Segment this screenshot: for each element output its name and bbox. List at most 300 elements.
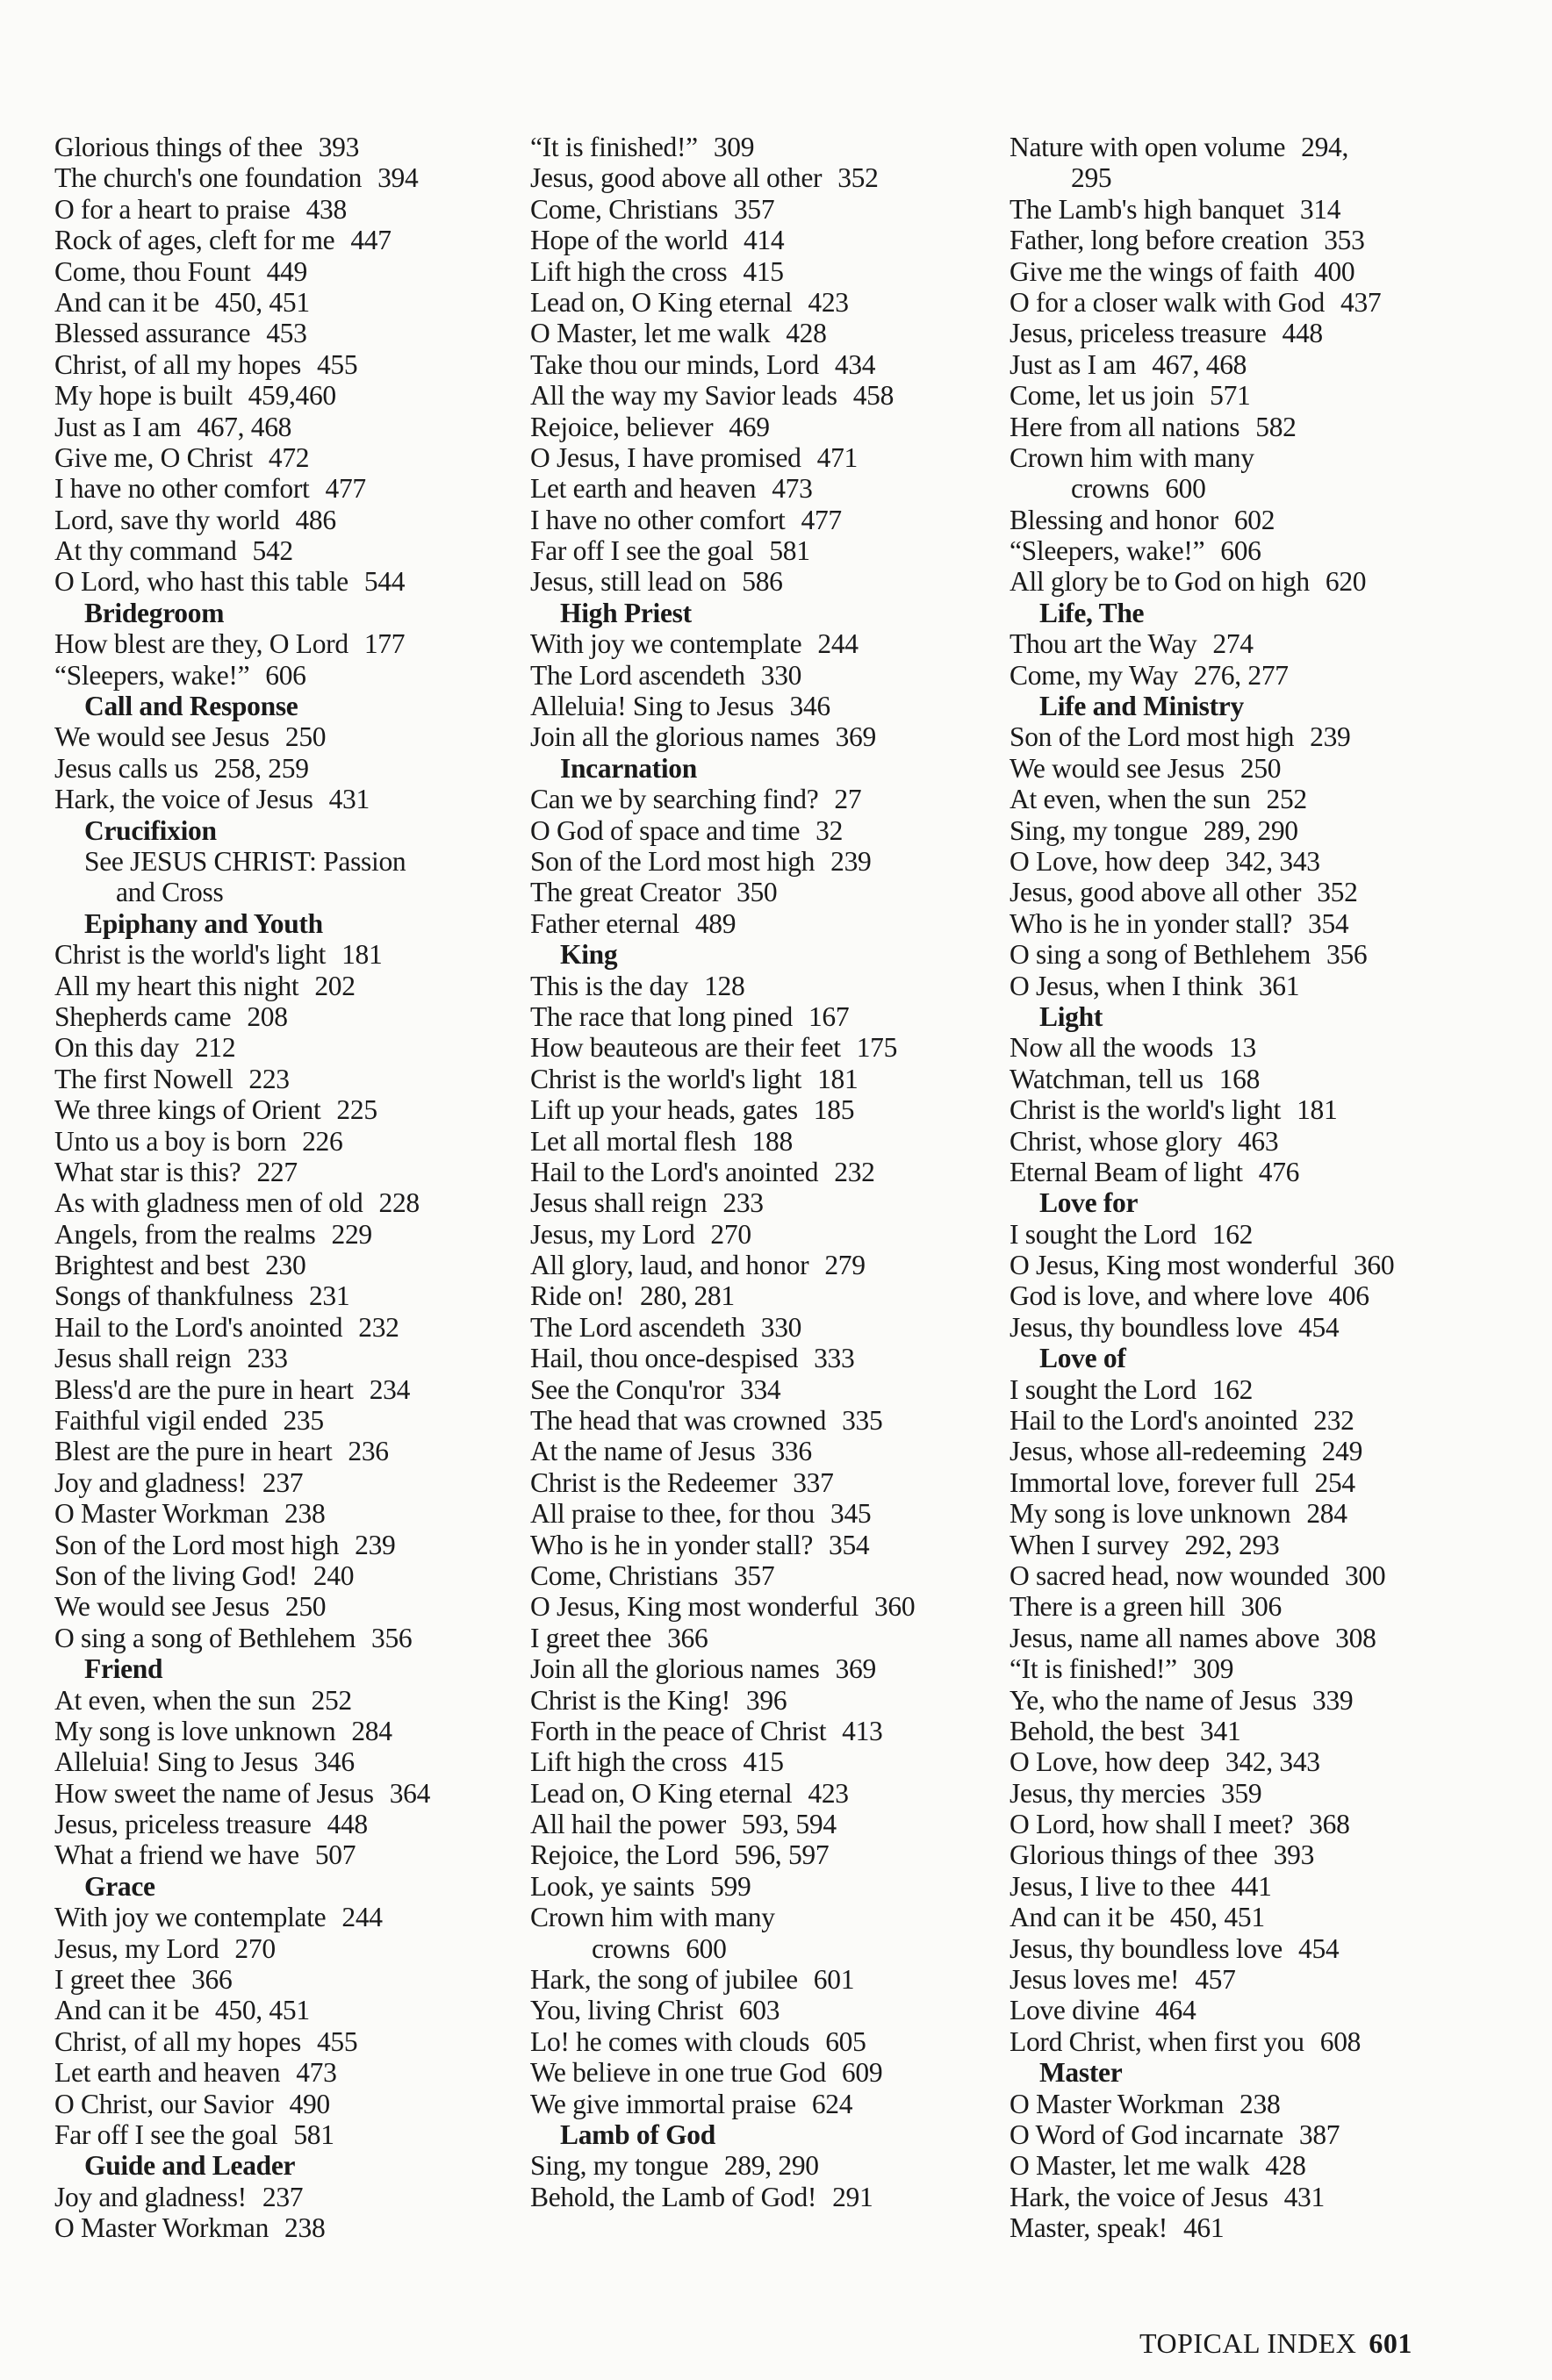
index-entry [1010,1560,1466,1591]
entry-title: Jesus shall reign [530,1187,708,1219]
hymn-number: 236 [348,1436,389,1467]
index-cross-reference [54,846,511,877]
hymn-number: 624 [811,2088,853,2119]
hymn-number: 232 [358,1311,399,1343]
hymn-number: 369 [835,1653,876,1685]
index-entry [530,1032,987,1063]
hymn-number: 237 [262,2181,304,2212]
index-entry [1010,412,1466,442]
hymn-number: 252 [311,1684,352,1716]
entry-title: Jesus, good above all other [1010,877,1302,908]
hymn-number: 244 [341,1902,383,1933]
index-entry [1010,1653,1466,1684]
hymn-number: 284 [1306,1498,1347,1530]
entry-title: O Lord, how shall I meet? [1010,1809,1294,1840]
index-entry [1010,2150,1466,2181]
hymn-number: 250 [284,721,327,753]
index-entry [1010,1405,1466,1436]
index-entry [1010,256,1466,287]
entry-title: Hark, the voice of Jesus [54,784,313,815]
index-entry [54,473,511,504]
entry-title: This is the day [530,970,689,1001]
entry-title: Hail, thou once-despised [530,1343,799,1374]
entry-title: Rock of ages, cleft for me [54,225,335,256]
entry-title: Immortal love, forever full [1010,1466,1299,1498]
entry-title: On this day [54,1032,179,1064]
index-entry [530,473,987,504]
entry-title: The church's one foundation [54,162,363,194]
index-entry [530,132,987,162]
hymn-number: 294, [1301,132,1349,162]
entry-title: At even, when the sun [54,1684,296,1716]
index-entry [54,505,511,535]
entry-title: O Word of God incarnate [1010,2119,1283,2150]
entry-title: We would see Jesus [54,721,269,753]
index-entry [54,1126,511,1157]
index-entry [1010,908,1466,939]
entry-title: My hope is built [54,380,233,412]
hymn-number: 428 [786,318,827,349]
index-entry [54,1809,511,1839]
hymn-number: 473 [296,2057,337,2089]
index-entry [530,1871,987,1902]
hymn-number: 181 [1297,1094,1338,1126]
hymn-number: 428 [1265,2150,1306,2182]
entry-title: Lo! he comes with clouds [530,2025,810,2057]
hymn-number: 32 [816,814,844,846]
hymn-number: 393 [1273,1839,1315,1871]
hymn-number: 542 [252,535,293,567]
index-entry [530,1343,987,1373]
entry-title: O sacred head, now wounded [1010,1559,1329,1591]
index-entry [530,412,987,442]
entry-title: Hail to the Lord's anointed [1010,1405,1298,1437]
index-entry [1010,1778,1466,1809]
entry-title: My song is love unknown [54,1715,336,1746]
index-entry [1010,1809,1466,1839]
index-entry [530,691,987,721]
index-entry [54,1032,511,1063]
index-entry [1010,2026,1466,2057]
entry-title: Songs of thankfulness [54,1280,293,1312]
entry-title: Jesus, I live to thee [1010,1870,1216,1902]
hymn-number: 415 [743,1746,784,1778]
hymn-number: 231 [308,1280,350,1312]
hymn-number: 250 [284,1591,327,1623]
entry-title: O Love, how deep [1010,845,1210,877]
hymn-number: 252 [1266,784,1307,815]
entry-title: Lead on, O King eternal [530,286,793,318]
index-entry [530,1685,987,1716]
hymn-number: 250 [1239,752,1282,784]
hymn-number: 400 [1314,255,1355,287]
subheading-text: Life, The [1039,597,1145,628]
index-entry [530,1280,987,1311]
entry-title: Christ is the Redeemer [530,1466,778,1498]
entry-title: Lift high the cross [530,1746,728,1778]
index-entry [1010,349,1466,380]
hymn-number: 620 [1325,566,1367,598]
hymn-number: 438 [305,193,347,225]
entry-title: Behold, the best [1010,1715,1185,1746]
entry-title: And can it be [1010,1902,1154,1933]
index-entry [54,380,511,411]
index-entry [1010,1250,1466,1280]
hymn-number: 342, 343 [1225,1746,1320,1778]
hymn-number: 314 [1299,193,1341,225]
hymn-number: 368 [1309,1809,1350,1840]
hymn-number: 441 [1231,1870,1272,1902]
entry-title: Jesus, name all names above [1010,1622,1320,1653]
index-entry [530,1995,987,2025]
entry-title: O sing a song of Bethlehem [1010,939,1311,971]
hymn-number: 334 [740,1373,781,1405]
entry-title: With joy we contemplate [54,1902,327,1933]
subheading-text: Love of [1039,1343,1126,1374]
entry-title: O Master, let me walk [530,318,771,349]
entry-title: All hail the power [530,1809,726,1840]
hymn-number: 168 [1218,1063,1261,1094]
entry-title: Come, let us join [1010,380,1195,412]
index-entry [530,628,987,659]
entry-title: 295 [1071,162,1112,194]
entry-title: The Lord ascendeth [530,1311,745,1343]
hymn-number: 477 [325,473,366,505]
hymn-number: 228 [378,1187,420,1219]
entry-title: Crown him with many [530,1902,775,1933]
index-entry [54,1467,511,1498]
index-entry [54,784,511,814]
entry-title: At thy command [54,535,237,567]
entry-title: Eternal Beam of light [1010,1156,1243,1187]
index-entry [1010,1746,1466,1777]
entry-title: Jesus loves me! [1010,1964,1180,1996]
subheading-text: Master [1039,2057,1123,2089]
hymn-number: 606 [265,659,306,691]
entry-title: And can it be [54,1995,199,2026]
entry-title: Jesus, priceless treasure [1010,318,1267,349]
index-entry [54,2026,511,2057]
index-entry [530,660,987,691]
index-entry [530,1436,987,1466]
entry-title: I greet thee [530,1622,652,1653]
hymn-number: 233 [722,1187,764,1219]
hymn-number: 254 [1314,1466,1355,1498]
index-entry [54,1560,511,1591]
entry-title: I greet thee [54,1964,176,1996]
index-entry [1010,939,1466,970]
hymn-number: 394 [377,162,419,194]
subheading-text: Friend [84,1653,163,1685]
hymn-number: 581 [769,535,810,567]
index-entry [530,877,987,907]
entry-title: At even, when the sun [1010,784,1251,815]
entry-title: Lift high the cross [530,255,728,287]
index-entry [54,1778,511,1809]
entry-title: O Jesus, King most wonderful [530,1591,859,1623]
index-entry [530,380,987,411]
hymn-number: 308 [1335,1622,1376,1653]
index-entry [54,753,511,784]
entry-title: Son of the living God! [54,1559,298,1591]
hymn-number: 274 [1212,628,1254,660]
hymn-number: 233 [247,1343,288,1374]
page-number: 601 [1369,2327,1412,2359]
hymn-number: 238 [284,1498,326,1530]
entry-title: I sought the Lord [1010,1373,1196,1405]
index-entry [54,2182,511,2212]
hymn-number: 605 [825,2025,866,2057]
index-entry [1010,1716,1466,1746]
index-entry [1010,1280,1466,1311]
entry-title: Nature with open volume [1010,132,1286,162]
hymn-number: 361 [1258,970,1300,1001]
entry-title: Give me the wings of faith [1010,255,1298,287]
index-subheading [54,1871,511,1902]
index-entry [1010,1685,1466,1716]
index-subheading [1010,2057,1466,2088]
hymn-number: 581 [293,2119,334,2150]
entry-title: Lord Christ, when first you [1010,2025,1304,2057]
index-entry [54,1591,511,1622]
index-entry [54,1094,511,1125]
hymn-number: 212 [194,1032,236,1064]
hymn-number: 352 [1317,877,1358,908]
index-entry [1010,1126,1466,1157]
index-entry-continuation [1010,473,1466,504]
entry-title: How beauteous are their feet [530,1032,841,1064]
index-entry [54,256,511,287]
entry-title: O Lord, who hast this table [54,566,348,598]
index-entry [530,1374,987,1405]
index-entry [530,2089,987,2119]
hymn-number: 415 [743,255,784,287]
subheading-text: High Priest [560,597,692,628]
hymn-number: 13 [1229,1032,1256,1064]
entry-title: Sing, my tongue [1010,814,1188,846]
hymn-number: 244 [817,628,859,660]
index-subheading [1010,1343,1466,1373]
hymn-number: 330 [760,1311,802,1343]
index-entry [54,1964,511,1995]
hymn-number: 571 [1210,380,1251,412]
index-entry [54,1187,511,1218]
index-entry [530,1839,987,1870]
index-entry [530,2150,987,2181]
hymn-number: 366 [667,1622,708,1653]
entry-title: Forth in the peace of Christ [530,1715,827,1746]
entry-title: Can we by searching find? [530,784,819,815]
hymn-number: 469 [729,411,770,442]
hymn-number: 357 [733,193,775,225]
entry-title: The race that long pined [530,1000,793,1032]
index-entry [530,1219,987,1250]
entry-title: How sweet the name of Jesus [54,1777,374,1809]
entry-title: Christ, of all my hopes [54,348,301,380]
entry-title: Angels, from the realms [54,1218,316,1250]
hymn-number: 239 [1310,721,1351,753]
entry-title: Hope of the world [530,225,728,256]
index-entry [1010,1902,1466,1932]
index-entry [530,225,987,255]
entry-title: O Master Workman [54,2212,269,2244]
index-column-2 [530,132,987,2212]
index-entry [54,1343,511,1373]
hymn-number: 270 [710,1218,751,1250]
entry-title: We believe in one true God [530,2057,826,2089]
index-subheading [1010,691,1466,721]
entry-title: and Cross [116,877,224,908]
hymn-number: 450, 451 [214,286,310,318]
entry-title: Who is he in yonder stall? [530,1529,813,1560]
hymn-number: 396 [745,1684,787,1716]
entry-title: God is love, and where love [1010,1280,1313,1312]
entry-title: Ye, who the name of Jesus [1010,1684,1297,1716]
entry-title: Christ, of all my hopes [54,2025,301,2057]
hymn-number: 431 [328,784,370,815]
entry-title: Blest are the pure in heart [54,1436,333,1467]
hymn-number: 596, 597 [734,1839,830,1871]
index-entry [530,721,987,752]
index-subheading [530,2119,987,2150]
entry-title: Look, ye saints [530,1870,695,1902]
entry-title: Join all the glorious names [530,721,820,753]
index-entry [1010,535,1466,566]
hymn-number: 477 [801,504,842,535]
index-entry [54,2119,511,2150]
entry-title: Let earth and heaven [54,2057,281,2089]
index-entry [530,1809,987,1839]
entry-title: Master, speak! [1010,2212,1168,2244]
entry-title: “It is finished!” [530,132,698,162]
index-subheading [54,691,511,721]
hymn-number: 339 [1312,1684,1354,1716]
index-entry [1010,1094,1466,1125]
hymn-number: 599 [710,1870,751,1902]
index-entry [1010,318,1466,348]
index-entry [530,1467,987,1498]
index-entry [54,132,511,162]
entry-title: “It is finished!” [1010,1653,1177,1685]
entry-title: With joy we contemplate [530,628,802,660]
hymn-number: 188 [751,1125,793,1157]
entry-title: When I survey [1010,1529,1169,1560]
index-entry [1010,815,1466,846]
index-entry [1010,1839,1466,1870]
hymn-number: 300 [1344,1559,1386,1591]
subheading-text: Epiphany and Youth [84,907,323,939]
subheading-text: Light [1039,1000,1103,1032]
hymn-number: 544 [363,566,406,598]
hymn-number: 258, 259 [213,752,309,784]
index-entry [1010,566,1466,597]
index-entry [1010,132,1466,162]
entry-title: Alleluia! Sing to Jesus [54,1746,298,1778]
index-entry [1010,877,1466,907]
index-subheading [1010,1187,1466,1218]
entry-title: O for a heart to praise [54,193,291,225]
index-entry [530,1778,987,1809]
hymn-number: 239 [355,1529,396,1560]
index-entry [1010,1157,1466,1187]
index-entry-continuation [54,877,511,907]
hymn-number: 459,460 [248,380,336,412]
hymn-number: 467, 468 [197,411,292,442]
hymn-number: 467, 468 [1152,348,1247,380]
entry-title: Christ is the world's light [530,1063,802,1094]
index-entry [54,1374,511,1405]
hymn-number: 289, 290 [723,2150,819,2182]
index-subheading [54,908,511,939]
hymn-number: 237 [262,1466,304,1498]
subheading-text: Grace [84,1870,155,1902]
entry-title: Glorious things of thee [1010,1839,1258,1871]
subheading-text: Incarnation [560,752,697,784]
entry-title: Come, my Way [1010,659,1178,691]
entry-title: O Jesus, when I think [1010,970,1243,1001]
hymn-number: 507 [314,1839,356,1871]
hymn-number: 455 [316,348,358,380]
index-entry [1010,442,1466,473]
entry-title: O Jesus, King most wonderful [1010,1250,1338,1281]
index-entry [1010,628,1466,659]
index-entry [1010,721,1466,752]
hymn-number: 406 [1328,1280,1369,1312]
index-entry [54,1685,511,1716]
index-entry [1010,194,1466,225]
hymn-number: 280, 281 [639,1280,735,1312]
hymn-number: 364 [389,1777,431,1809]
index-entry [54,971,511,1001]
entry-title: Father, long before creation [1010,225,1309,256]
hymn-number: 413 [842,1715,883,1746]
entry-title: O Jesus, I have promised [530,441,801,473]
entry-title: Jesus, my Lord [54,1932,219,1964]
entry-title: Far off I see the goal [54,2119,278,2150]
entry-title: We would see Jesus [54,1591,269,1623]
index-entry [530,1591,987,1622]
entry-title: Joy and gladness! [54,2181,247,2212]
entry-title: Glorious things of thee [54,132,303,162]
hymn-number: 455 [316,2025,358,2057]
index-entry [1010,2089,1466,2119]
entry-title: All glory, laud, and honor [530,1250,809,1281]
entry-title: Hark, the voice of Jesus [1010,2181,1268,2212]
entry-title: Just as I am [1010,348,1137,380]
index-entry [1010,1964,1466,1995]
hymn-number: 454 [1298,1932,1340,1964]
index-entry [54,225,511,255]
index-entry [54,660,511,691]
entry-title: Jesus, still lead on [530,566,727,598]
entry-title: Jesus, priceless treasure [54,1809,312,1840]
index-entry [54,1716,511,1746]
subheading-text: Guide and Leader [84,2150,296,2182]
index-entry [54,1933,511,1964]
hymn-number: 450, 451 [214,1995,310,2026]
index-subheading [530,753,987,784]
index-entry [54,1839,511,1870]
hymn-number: 471 [816,441,858,473]
index-entry [530,1094,987,1125]
entry-title: Joy and gladness! [54,1466,247,1498]
index-entry [54,566,511,597]
hymn-number: 473 [772,473,813,505]
index-entry [54,1436,511,1466]
entry-title: Thou art the Way [1010,628,1197,660]
entry-title: Lead on, O King eternal [530,1777,793,1809]
hymn-number: 238 [1239,2088,1281,2119]
